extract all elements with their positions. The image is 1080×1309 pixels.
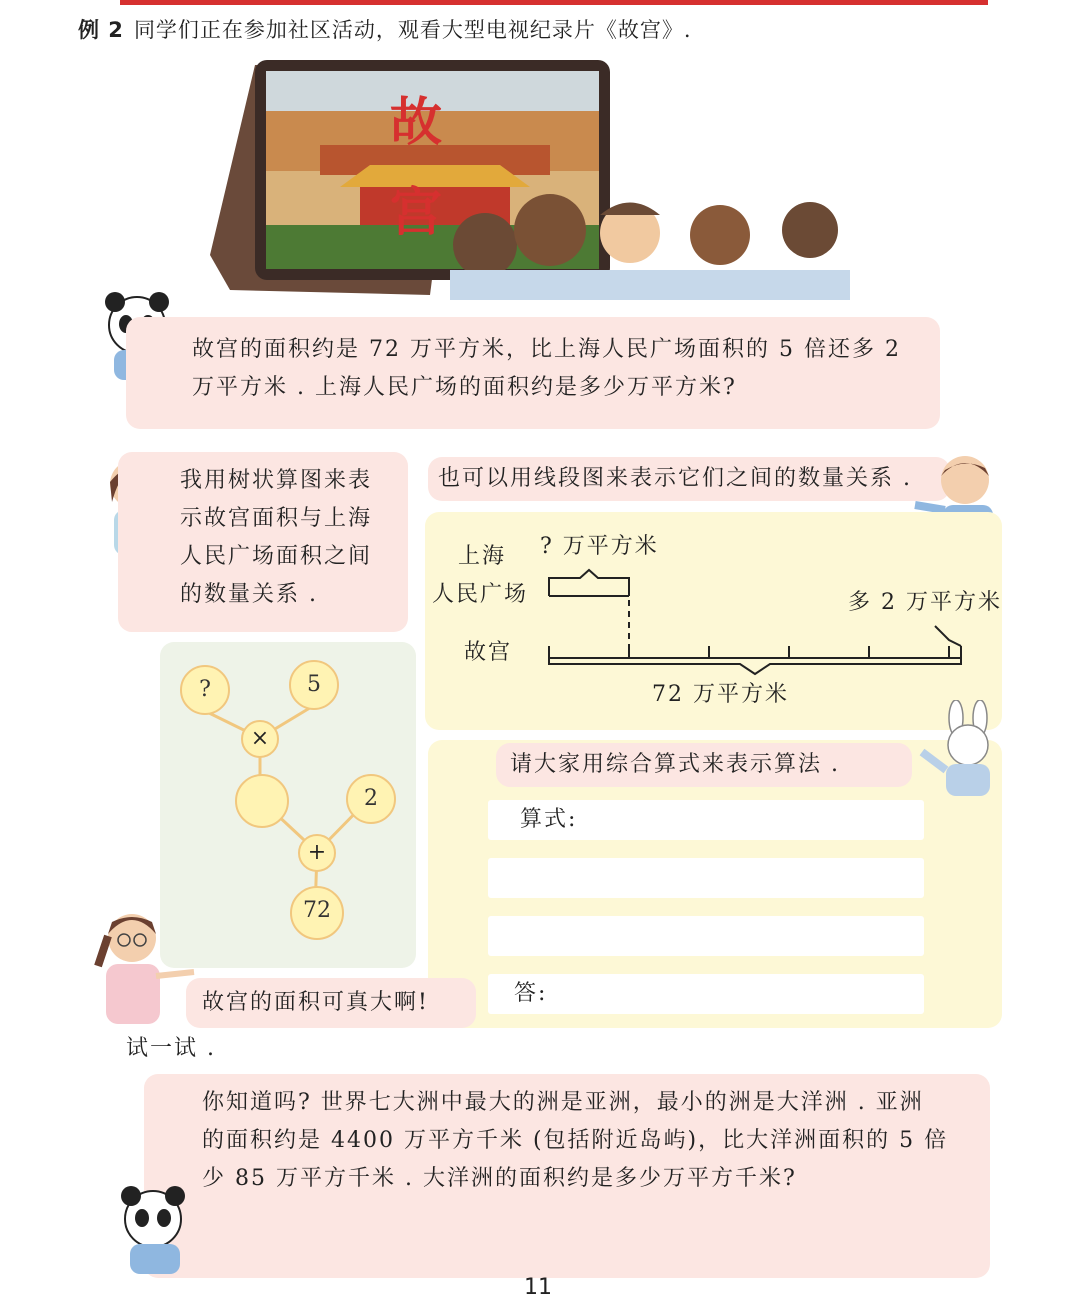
diagram-label-shanghai-2: 人民广场	[432, 582, 529, 607]
formula-label: 算式:	[520, 807, 578, 832]
formula-line-1[interactable]	[488, 800, 924, 840]
page-number: 11	[524, 1275, 552, 1300]
rabbit-icon	[918, 700, 1018, 800]
boy-bubble-text: 也可以用线段图来表示它们之间的数量关系 .	[438, 466, 912, 491]
diagram-total: 72 万平方米	[652, 682, 789, 707]
girl-glasses-icon	[86, 906, 198, 1036]
exercise-line-2: 的面积约是 4400 万平方千米 (包括附近岛屿)，比大洋洲面积的 5 倍	[202, 1128, 949, 1153]
exclaim-bubble	[186, 978, 476, 1028]
tree-node-unknown: ?	[180, 665, 230, 715]
try-label: 试一试 .	[126, 1036, 216, 1061]
exercise-line-1: 你知道吗? 世界七大洲中最大的洲是亚洲，最小的洲是大洋洲 . 亚洲	[202, 1090, 924, 1115]
tree-node-total: 72	[290, 886, 344, 940]
tv-illustration	[200, 55, 870, 300]
top-rule	[120, 0, 988, 5]
tv-title-2: 宫	[390, 182, 443, 243]
girl-line-2: 示故宫面积与上海	[180, 506, 373, 531]
boy-bubble	[428, 457, 950, 501]
diagram-label-gugong: 故宫	[464, 640, 513, 665]
tree-node-five: 5	[289, 660, 339, 710]
formula-line-3[interactable]	[488, 916, 924, 956]
formula-line-2[interactable]	[488, 858, 924, 898]
answer-line[interactable]	[488, 974, 924, 1014]
problem-line-2: 万平方米 . 上海人民广场的面积约是多少万平方米?	[192, 375, 737, 400]
exclaim-text: 故宫的面积可真大啊!	[202, 990, 429, 1015]
diagram-extra: 多 2 万平方米	[848, 590, 1002, 615]
tree-op-times: ×	[241, 720, 279, 758]
tv-title-1: 故	[390, 92, 443, 153]
answer-label: 答:	[514, 981, 548, 1006]
diagram-label-shanghai-1: 上海	[458, 544, 507, 569]
panda-icon-2	[108, 1184, 203, 1279]
tree-node-two: 2	[346, 774, 396, 824]
example-text: 同学们正在参加社区活动，观看大型电视纪录片《故宫》.	[133, 18, 692, 42]
tree-node-empty	[235, 774, 289, 828]
exercise-box	[144, 1074, 990, 1278]
problem-box	[126, 317, 940, 429]
example-label: 例 2	[78, 18, 124, 42]
formula-prompt-bubble	[496, 743, 912, 787]
formula-prompt: 请大家用综合算式来表示算法 .	[510, 752, 840, 777]
tree-op-plus: +	[298, 834, 336, 872]
girl-line-1: 我用树状算图来表	[180, 468, 373, 493]
exercise-line-3: 少 85 万平方千米 . 大洋洲的面积约是多少万平方千米?	[202, 1166, 797, 1191]
diagram-question: ? 万平方米	[540, 534, 659, 559]
girl-bubble	[118, 452, 408, 632]
girl-line-3: 人民广场面积之间	[180, 544, 373, 569]
problem-line-1: 故宫的面积约是 72 万平方米，比上海人民广场面积的 5 倍还多 2	[192, 337, 901, 362]
line-segment-diagram	[540, 560, 980, 685]
girl-line-4: 的数量关系 .	[180, 582, 318, 607]
example-header	[78, 14, 692, 44]
